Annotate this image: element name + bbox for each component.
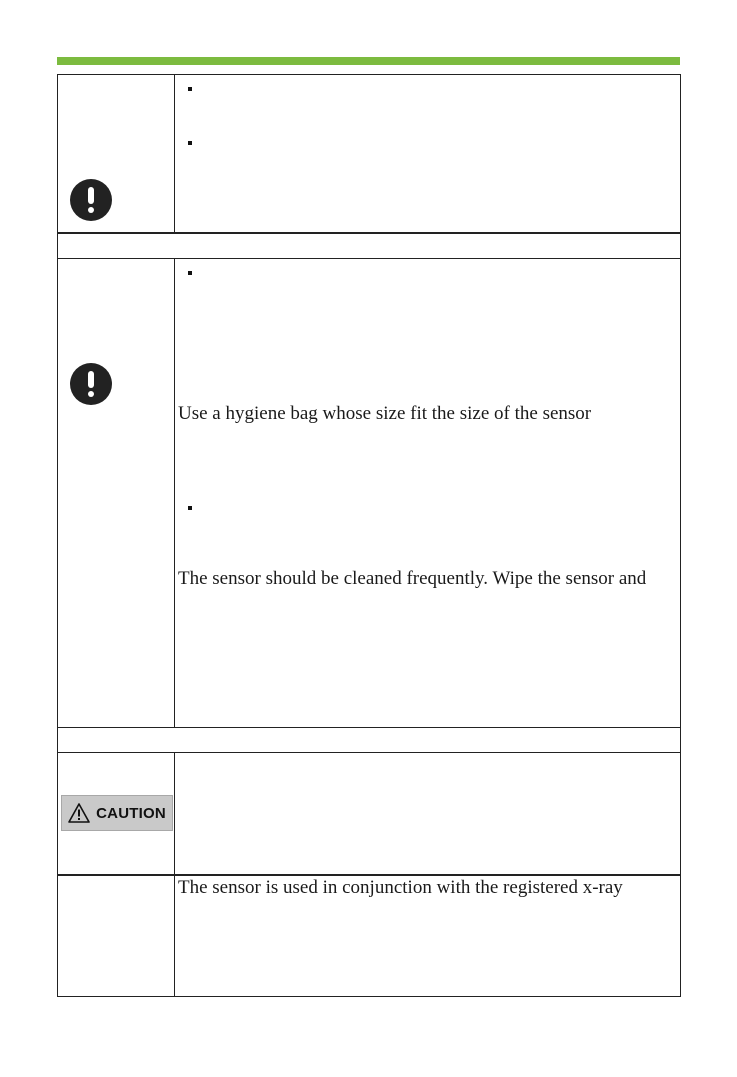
notice-row-1-text-cell [175,75,681,234]
hygiene-bag-instruction: Use a hygiene bag whose size fit the size of the sensor [178,403,592,424]
bullet-marker [188,87,192,91]
separator-cell [58,728,681,753]
notice-row-3-text-cell [175,753,681,876]
notice-row-2-text-cell [175,259,681,728]
notice-row-4-icon-cell [58,875,175,997]
mandatory-action-icon [70,179,112,221]
separator-row-1 [58,233,681,259]
xray-usage-statement: The sensor is used in conjunction with the registered x-ray [178,877,623,898]
header-green-bar [57,57,680,65]
caution-badge [61,795,173,831]
bullet-marker [188,271,192,275]
cleaning-instruction: The sensor should be cleaned frequently. Wipe the sensor and [178,568,647,589]
notice-row-1-icon-cell [58,75,175,234]
notice-row-2 [58,259,681,728]
mandatory-action-icon [70,363,112,405]
notice-row-2-icon-cell [58,259,175,728]
notice-row-4-text-cell [175,875,681,997]
warning-triangle-icon [68,803,90,823]
separator-cell [58,233,681,259]
safety-notice-table [57,74,681,997]
notice-row-1 [58,75,681,234]
caution-label: CAUTION [96,804,166,822]
bullet-marker [188,506,192,510]
notice-row-3 [58,753,681,876]
notice-row-4 [58,875,681,997]
bullet-marker [188,141,192,145]
separator-row-2 [58,728,681,753]
notice-row-3-icon-cell [58,753,175,876]
